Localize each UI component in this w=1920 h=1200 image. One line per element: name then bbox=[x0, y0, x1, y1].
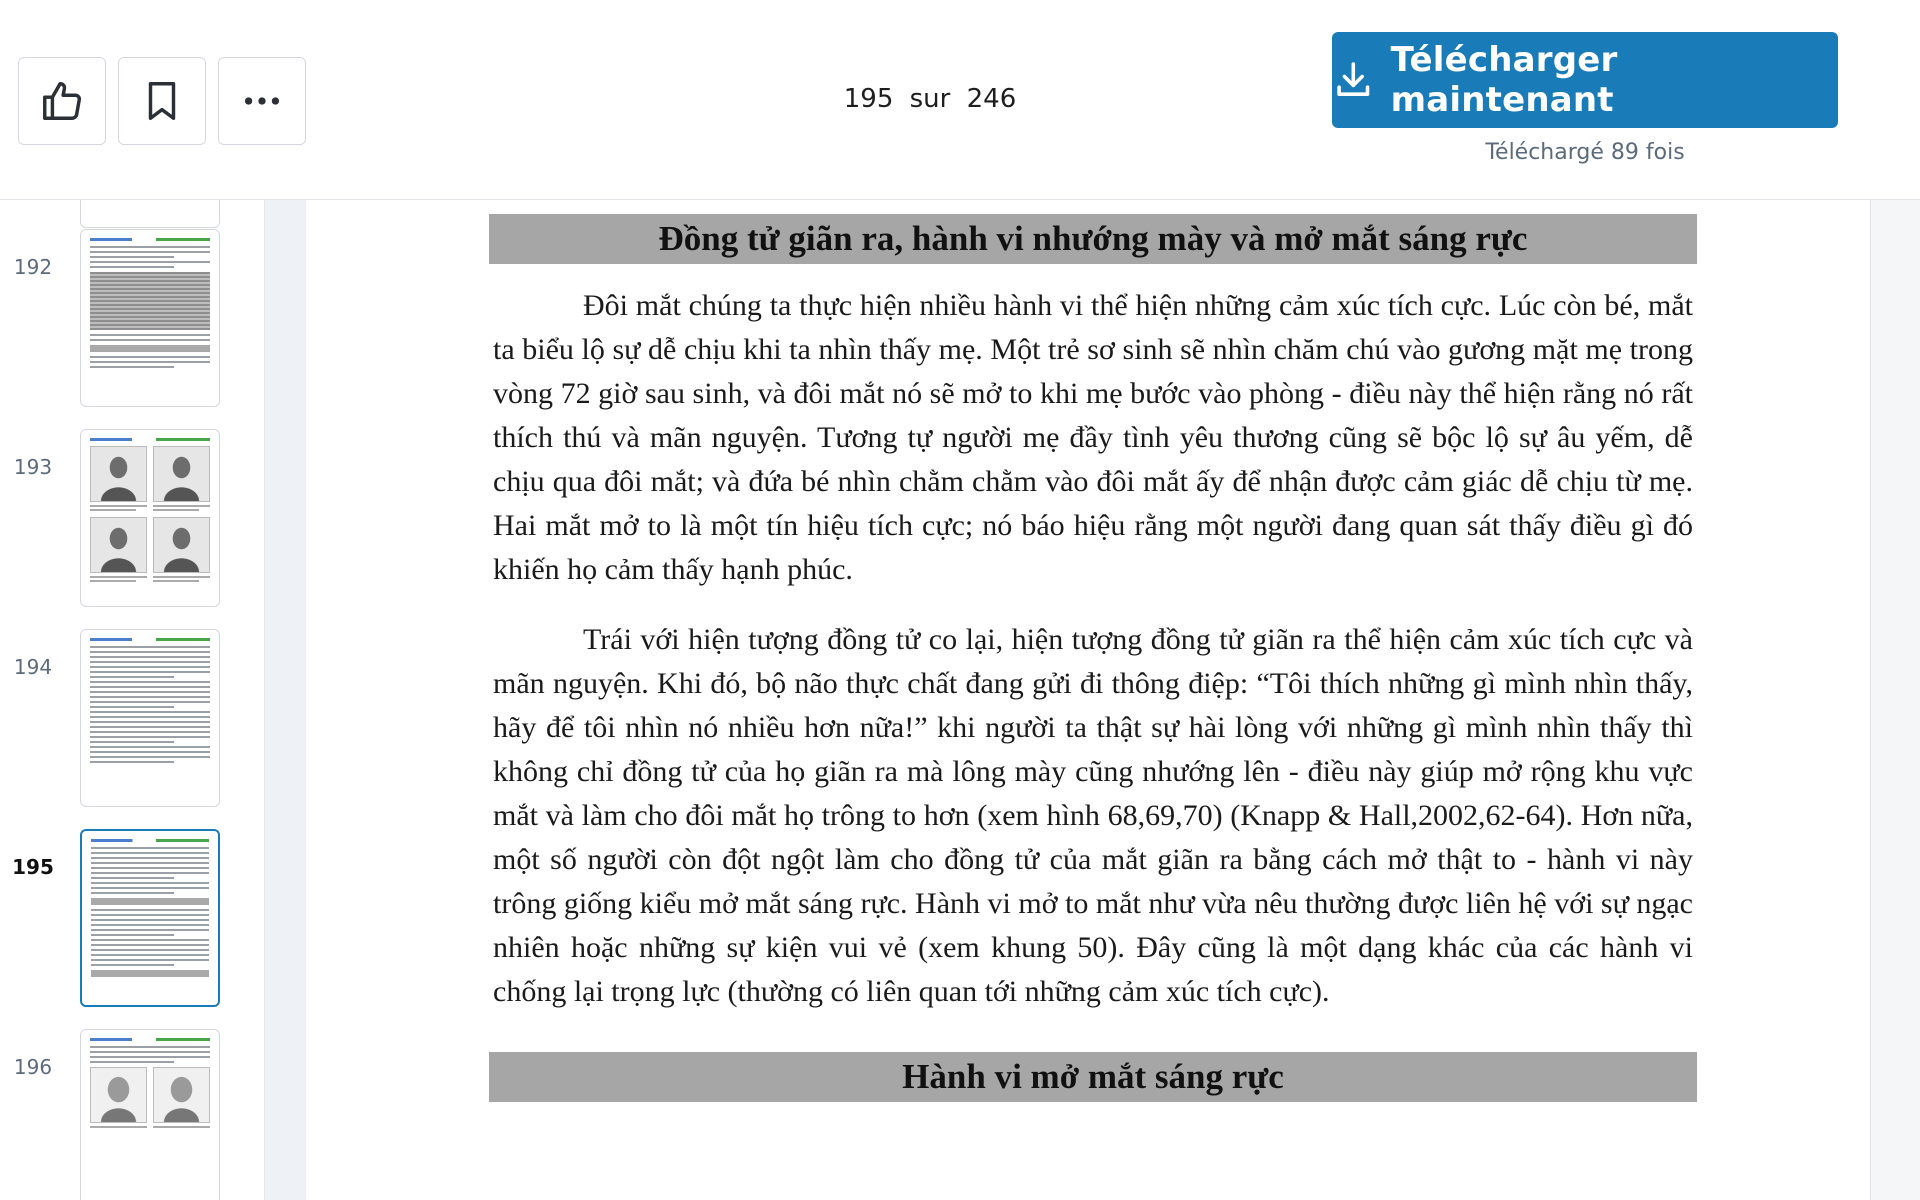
paragraph-2: Trái với hiện tượng đồng tử co lại, hiện tượng đồng tử giãn ra thể hiện cảm xúc tích cực và mãn nguyện. Khi đó, bộ não thực chất đang gửi đi thông điệp: “Tôi thích những gì mình nhìn thấy, hãy để tôi nhìn nó nhiều hơn nữa!” khi người ta thật sự hài lòng với những gì mình nhìn thấy thì không chỉ đồng tử của họ giãn ra mà lông mày cũng nhướng lên - điều này giúp mở rộng khu vực mắt và làm cho đôi mắt họ trông to hơn (xem hình 68,69,70) (Knapp & Hall,2002,62-64). Hơn nữa, một số người còn đột ngột làm cho đồng tử của mắt giãn ra bằng cách mở thật to - hành vi này trông giống kiểu mở mắt sáng rực. Hành vi mở to mắt như vừa nêu thường được liên hệ với sự ngạc nhiên hoặc những sự kiện vui vẻ (xem khung 50). Đây cũng là một dạng khác của các hành vi chống lại trọng lực (thường có liên quan tới những cảm xúc tích cực). bbox=[493, 623, 1693, 1008]
page-counter-separator: sur bbox=[909, 84, 951, 114]
page-content bbox=[489, 214, 1697, 1102]
more-options-button[interactable] bbox=[218, 57, 306, 145]
thumbnail-page-194[interactable] bbox=[0, 629, 265, 809]
thumbnail-number: 193 bbox=[13, 455, 53, 479]
bookmark-icon bbox=[139, 78, 185, 124]
viewer-scroll-rail[interactable] bbox=[1870, 200, 1920, 1200]
document-page bbox=[305, 200, 1870, 1200]
more-horizontal-icon bbox=[239, 78, 285, 124]
thumbnail-page-196[interactable] bbox=[0, 1029, 265, 1200]
download-icon bbox=[1332, 58, 1375, 102]
thumbnail-image bbox=[80, 229, 220, 407]
like-button[interactable] bbox=[18, 57, 106, 145]
current-page-number: 195 bbox=[843, 84, 894, 114]
section-heading: Đồng tử giãn ra, hành vi nhướng mày và mở mắt sáng rực bbox=[489, 214, 1697, 264]
thumbnail-page-195[interactable] bbox=[0, 829, 265, 1009]
download-count: Téléchargé 89 fois bbox=[1485, 140, 1685, 165]
thumbnail-image bbox=[80, 1029, 220, 1200]
sidebar-gutter bbox=[265, 200, 305, 1200]
thumbs-up-icon bbox=[39, 78, 85, 124]
thumbnail-number: 195 bbox=[12, 855, 54, 879]
thumbnail-page-192[interactable] bbox=[0, 229, 265, 409]
top-toolbar bbox=[0, 0, 1920, 200]
thumbnail-partial[interactable] bbox=[0, 200, 265, 230]
total-pages-number: 246 bbox=[966, 84, 1017, 114]
page-thumbnails-sidebar bbox=[0, 200, 265, 1200]
thumbnail-image bbox=[80, 200, 220, 228]
thumbnail-image bbox=[80, 829, 220, 1007]
bookmark-button[interactable] bbox=[118, 57, 206, 145]
thumbnail-page-193[interactable] bbox=[0, 429, 265, 609]
paragraph-1: Đôi mắt chúng ta thực hiện nhiều hành vi thể hiện những cảm xúc tích cực. Lúc còn bé, mắt ta biểu lộ sự dễ chịu khi ta nhìn thấy mẹ. Một trẻ sơ sinh sẽ nhìn chăm chú vào gương mặt mẹ trong vòng 72 giờ sau sinh, và đôi mắt nó sẽ mở to khi mẹ bước vào phòng - điều này thể hiện rằng nó rất thích thú và mãn nguyện. Tương tự người mẹ đầy tình yêu thương cũng sẽ bộc lộ sự âu yếm, dễ chịu qua đôi mắt; và đứa bé nhìn chằm chằm vào đôi mắt ấy để nhận được cảm giác dễ chịu từ mẹ. Hai mắt mở to là một tín hiệu tích cực; nó báo hiệu rằng một người đang quan sát thấy điều gì đó khiến họ cảm thấy hạnh phúc. bbox=[493, 289, 1693, 586]
thumbnail-image bbox=[80, 629, 220, 807]
thumbnail-number: 196 bbox=[13, 1055, 53, 1079]
download-now-button[interactable] bbox=[1332, 32, 1838, 128]
page-counter bbox=[820, 84, 1040, 114]
download-button-label: Télécharger maintenant bbox=[1390, 40, 1618, 120]
thumbnail-image bbox=[80, 429, 220, 607]
thumbnail-number: 194 bbox=[13, 655, 53, 679]
document-viewer[interactable] bbox=[305, 200, 1920, 1200]
thumbnail-number: 192 bbox=[13, 255, 53, 279]
next-section-heading: Hành vi mở mắt sáng rực bbox=[489, 1052, 1697, 1102]
